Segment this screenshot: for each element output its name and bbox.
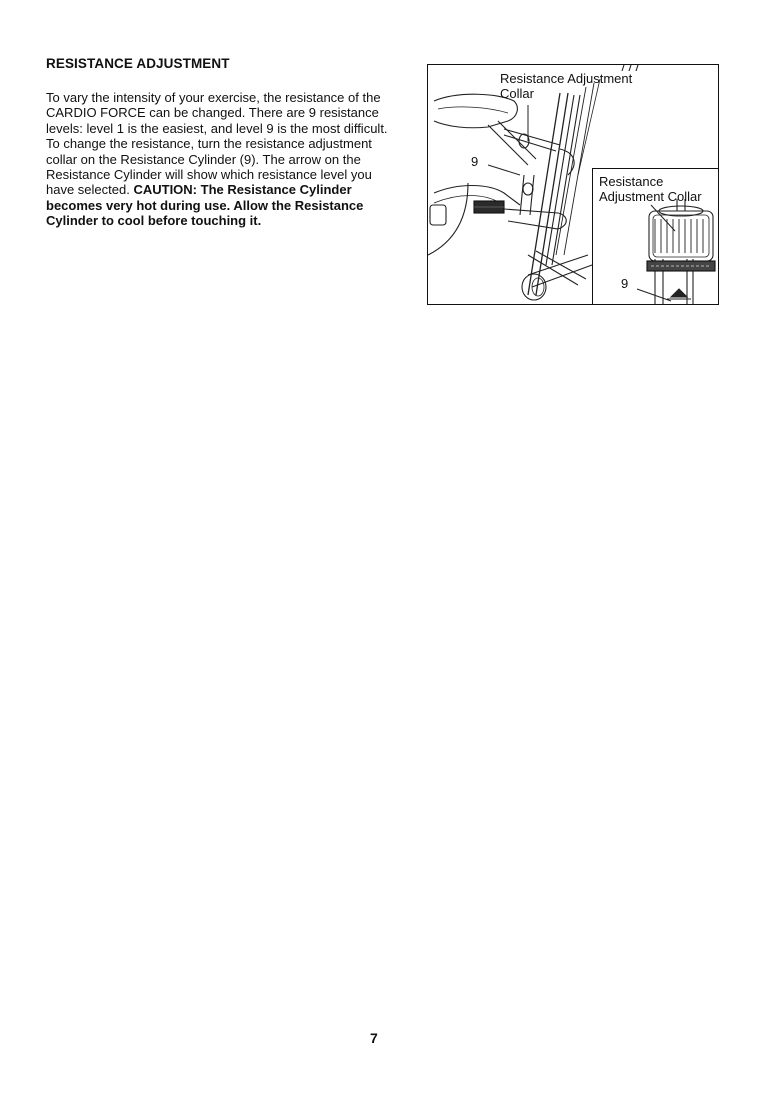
page-number: 7 (370, 1030, 378, 1046)
part-number-9-inset: 9 (621, 276, 629, 291)
resistance-adjustment-figure (427, 64, 719, 305)
inset-callout-label (599, 174, 702, 204)
inset-callout-line2: Adjustment Collar (599, 189, 702, 204)
section-heading: RESISTANCE ADJUSTMENT (46, 56, 230, 71)
collar-detail-inset (592, 168, 719, 305)
part-number-9-main: 9 (471, 154, 479, 169)
collar-callout-line1: Resistance Adjustment (500, 71, 633, 86)
inset-callout-line1: Resistance (599, 174, 664, 189)
instruction-paragraph (46, 90, 391, 229)
caution-warning: CAUTION: The Resistance Cylinder becomes very hot during use. Allow the Resistance Cylinder to cool before touching it. (46, 182, 364, 229)
collar-callout-line2: Collar (500, 86, 534, 101)
instruction-body: To vary the intensity of your exercise, the resistance of the CARDIO FORCE can be changed. There are 9 resistance levels: level 1 is the easiest, and level 9 is the most difficult. To change the resistance, turn the resistance adjustment collar on the Resistance Cylinder (9). The arrow on the Resistance Cylinder will show which resistance level you have selected. (46, 90, 388, 198)
collar-callout-label (500, 71, 632, 101)
